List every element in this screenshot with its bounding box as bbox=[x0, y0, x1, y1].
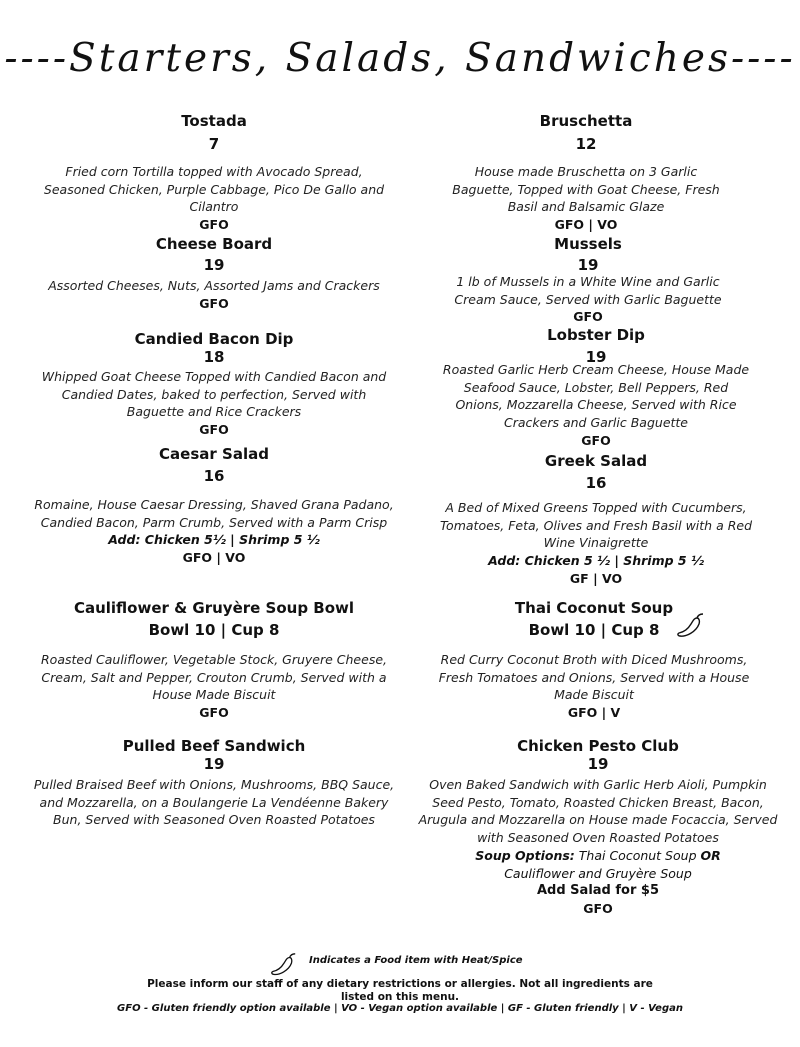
item-description: Whipped Goat Cheese Topped with Candied Bacon and Candied Dates, baked to perfection, Served with Baguette and Rice Crackers bbox=[41, 369, 387, 420]
item-description: A Bed of Mixed Greens Topped with Cucumbers, Tomatoes, Feta, Olives and Fresh Basil with a Red Wine Vinaigrette bbox=[439, 500, 753, 551]
item-description: Roasted Garlic Herb Cream Cheese, House Made Seafood Sauce, Lobster, Bell Peppers, Red Onions, Mozzarella Cheese, Served with Rice Crackers and Garlic Baguette bbox=[442, 362, 750, 431]
add-ons: Add: Chicken 5 ½ | Shrimp 5 ½ bbox=[488, 553, 704, 569]
item-price: 16 bbox=[203, 467, 225, 485]
item-price: 19 bbox=[577, 256, 599, 274]
item-price: 7 bbox=[208, 135, 220, 153]
soup-option-b: Cauliflower and Gruyère Soup bbox=[504, 865, 692, 881]
item-price: Bowl 10 | Cup 8 bbox=[528, 621, 660, 639]
item-description: Romaine, House Caesar Dressing, Shaved Grana Padano, Candied Bacon, Parm Crumb, Served with a Parm Crisp bbox=[34, 497, 394, 530]
item-name: Cheese Board bbox=[155, 235, 273, 253]
dietary-abbreviations: GFO - Gluten friendly option available | VO - Vegan option available | GF - Gluten friendly | V - Vegan bbox=[117, 1003, 683, 1014]
menu-item-lobster-dip bbox=[414, 325, 778, 450]
menu-item-tostada bbox=[34, 111, 394, 234]
item-price: 18 bbox=[203, 348, 225, 366]
item-name: Pulled Beef Sandwich bbox=[122, 737, 306, 755]
chili-pepper-icon bbox=[676, 612, 706, 640]
item-price: 19 bbox=[203, 256, 225, 274]
menu-item-thai-soup bbox=[412, 598, 776, 722]
dietary-tag: GFO | VO bbox=[554, 217, 618, 233]
add-salad: Add Salad for $5 bbox=[536, 883, 659, 899]
menu-title: ----Starters, Salads, Sandwiches---- bbox=[4, 36, 796, 81]
item-description: Roasted Cauliflower, Vegetable Stock, Gruyere Cheese, Cream, Salt and Pepper, Crouton Crumb, Served with a House Made Biscuit bbox=[41, 652, 387, 703]
allergy-note: Please inform our staff of any dietary restrictions or allergies. Not all ingredients are listed on this menu. bbox=[147, 978, 653, 1003]
item-description: Oven Baked Sandwich with Garlic Herb Aioli, Pumpkin Seed Pesto, Tomato, Roasted Chicken Breast, Bacon, Arugula and Mozzarella on House made Focaccia, Served with Seasoned Oven Roasted Potatoes bbox=[418, 777, 778, 846]
menu-item-candied-bacon-dip bbox=[34, 329, 394, 439]
menu-item-cauliflower-soup bbox=[34, 598, 394, 722]
item-name: Thai Coconut Soup bbox=[514, 599, 674, 617]
add-ons: Add: Chicken 5½ | Shrimp 5 ½ bbox=[108, 532, 320, 548]
item-name: Mussels bbox=[554, 235, 622, 253]
dietary-tag: GFO | V bbox=[567, 705, 621, 721]
dietary-tag: GFO bbox=[199, 295, 229, 311]
item-price: 19 bbox=[587, 755, 609, 773]
item-price: 19 bbox=[203, 755, 225, 773]
menu-item-pulled-beef bbox=[24, 736, 404, 829]
item-price: 16 bbox=[585, 474, 607, 492]
spice-legend: Indicates a Food item with Heat/Spice bbox=[309, 955, 523, 966]
item-description: Assorted Cheeses, Nuts, Assorted Jams and Crackers bbox=[48, 278, 380, 293]
menu-item-cheese-board bbox=[34, 234, 394, 312]
item-price: Bowl 10 | Cup 8 bbox=[148, 621, 280, 639]
item-name: Caesar Salad bbox=[159, 445, 269, 463]
menu-item-greek-salad bbox=[414, 451, 778, 588]
menu-item-chicken-pesto bbox=[416, 736, 780, 918]
dietary-tag: GFO bbox=[583, 900, 613, 916]
menu-item-bruschetta bbox=[404, 111, 768, 234]
dietary-tag: GFO bbox=[199, 217, 229, 233]
item-name: Lobster Dip bbox=[547, 326, 645, 344]
dietary-tag: GFO bbox=[199, 422, 229, 438]
chili-pepper-icon bbox=[270, 951, 298, 979]
dietary-tag: GF | VO bbox=[569, 570, 623, 586]
item-name: Chicken Pesto Club bbox=[517, 737, 679, 755]
dietary-tag: GFO | VO bbox=[182, 550, 246, 566]
item-name: Cauliflower & Gruyère Soup Bowl bbox=[73, 599, 355, 617]
item-name: Greek Salad bbox=[544, 452, 648, 470]
soup-option-a: Thai Coconut Soup bbox=[578, 847, 697, 863]
item-price: 19 bbox=[585, 348, 607, 366]
dietary-tag: GFO bbox=[581, 432, 611, 448]
item-name: Candied Bacon Dip bbox=[134, 330, 294, 348]
item-name: Bruschetta bbox=[539, 112, 633, 130]
dietary-tag: GFO bbox=[199, 705, 229, 721]
item-description: Fried corn Tortilla topped with Avocado Spread, Seasoned Chicken, Purple Cabbage, Pico De Gallo and Cilantro bbox=[43, 164, 385, 215]
item-description: Red Curry Coconut Broth with Diced Mushrooms, Fresh Tomatoes and Onions, Served with a House Made Biscuit bbox=[438, 652, 750, 703]
item-description: 1 lb of Mussels in a White Wine and Garlic Cream Sauce, Served with Garlic Baguette bbox=[454, 274, 722, 307]
item-name: Tostada bbox=[181, 112, 247, 130]
dietary-tag: GFO bbox=[573, 309, 603, 325]
soup-options-label: Soup Options: bbox=[475, 847, 575, 863]
soup-options-or: OR bbox=[700, 847, 721, 863]
soup-options bbox=[416, 847, 780, 882]
item-description: House made Bruschetta on 3 Garlic Baguette, Topped with Goat Cheese, Fresh Basil and Balsamic Glaze bbox=[452, 164, 720, 215]
menu-item-caesar-salad bbox=[34, 444, 394, 567]
item-price: 12 bbox=[575, 135, 597, 153]
menu-item-mussels bbox=[406, 234, 770, 326]
item-description: Pulled Braised Beef with Onions, Mushrooms, BBQ Sauce, and Mozzarella, on a Boulangerie La Vendéenne Bakery Bun, Served with Seasoned Oven Roasted Potatoes bbox=[33, 777, 395, 828]
